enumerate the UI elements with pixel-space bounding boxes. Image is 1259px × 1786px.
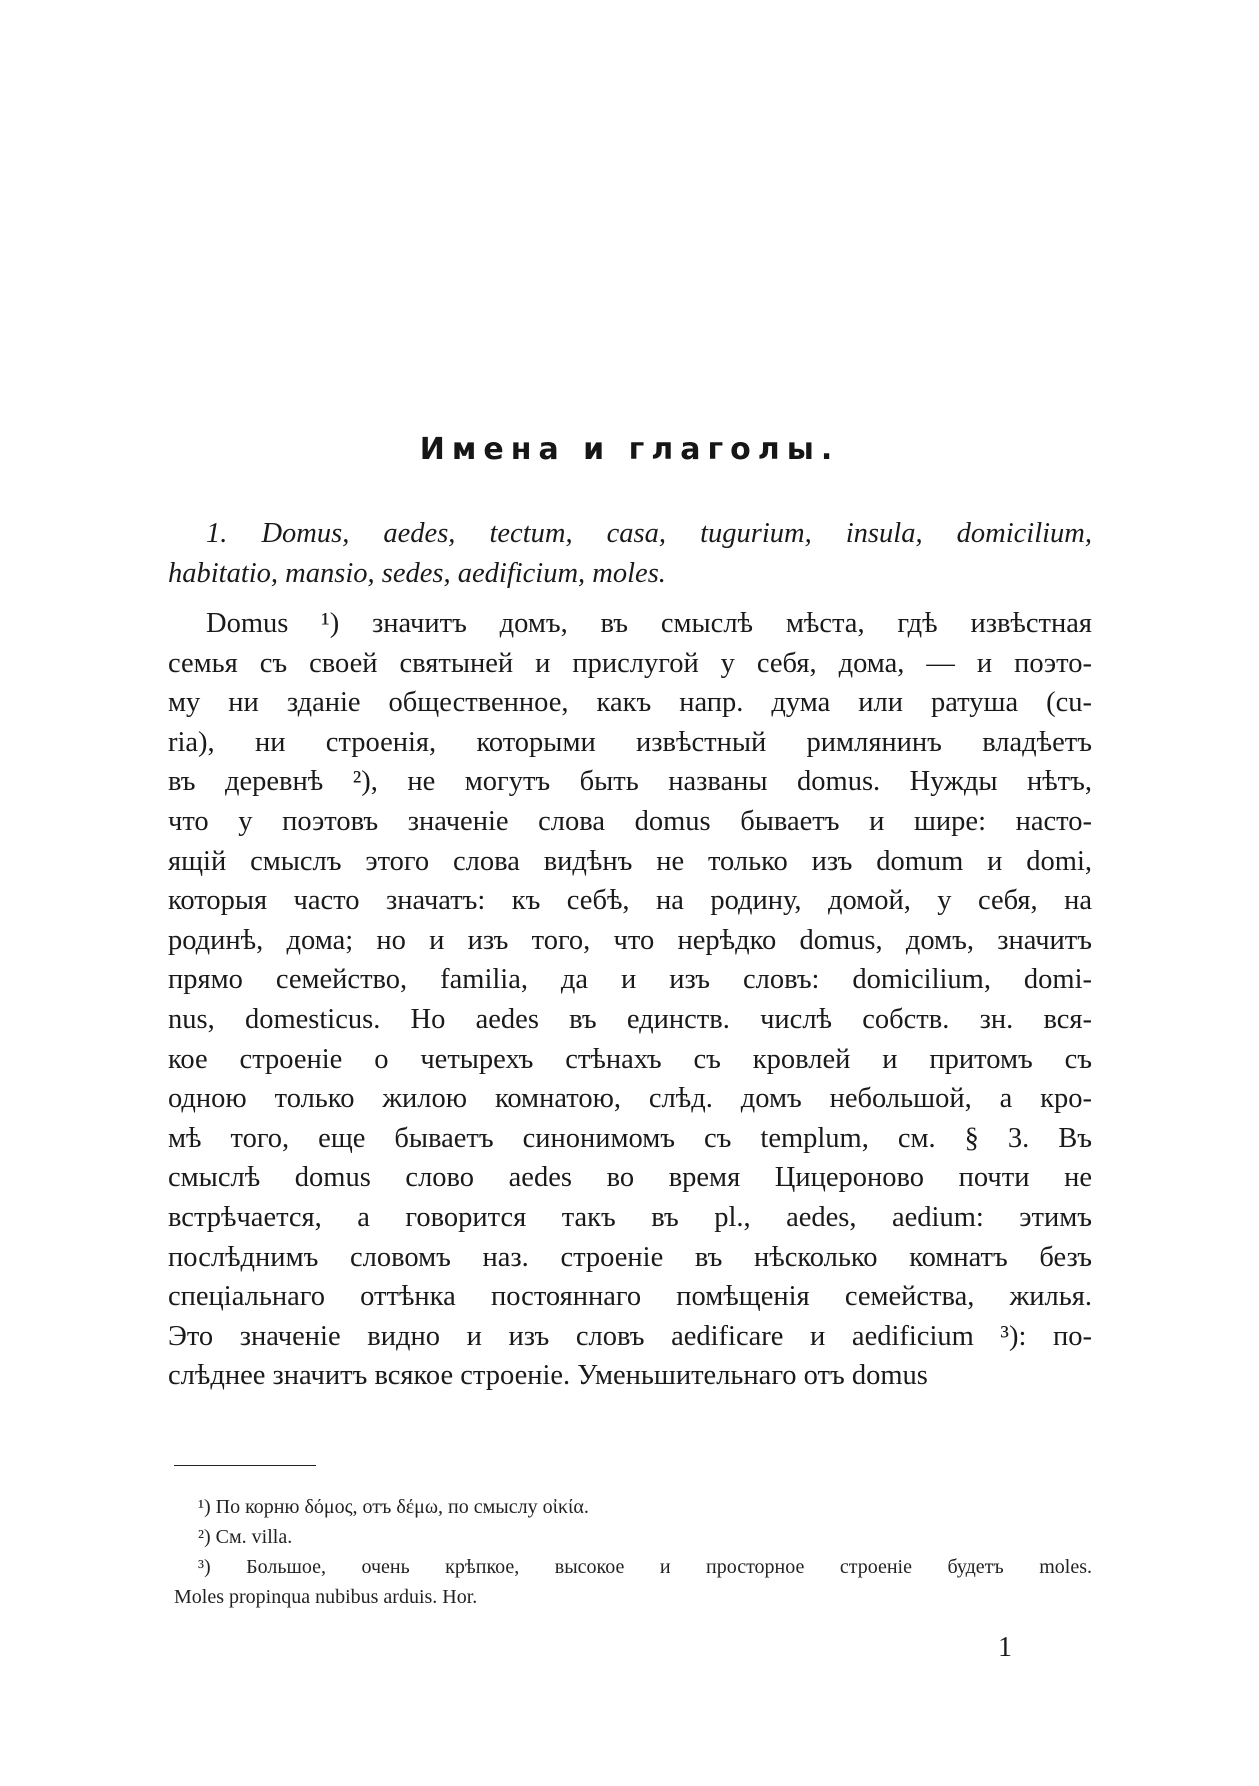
body-line: семья съ своей святыней и прислугой у себя, дома, — и поэто- bbox=[168, 647, 1092, 679]
footnote-1: ¹) По корню δόμος, отъ δέμω, по смыслу οἰκία. bbox=[198, 1496, 589, 1518]
body-line: му ни зданіе общественное, какъ напр. дума или ратуша (cu- bbox=[168, 687, 1092, 719]
entry-title-line: 1. Domus, aedes, tectum, casa, tugurium, insula, domicilium, bbox=[206, 518, 1092, 549]
body-line: что у поэтовъ значеніе слова domus бываетъ и шире: насто- bbox=[168, 805, 1092, 837]
body-line: прямо семейство, familia, да и изъ словъ: domicilium, domi- bbox=[168, 964, 1092, 996]
body-line: одною только жилою комнатою, слѣд. домъ небольшой, а кро- bbox=[168, 1083, 1092, 1115]
body-line: кое строеніе о четырехъ стѣнахъ съ кровлей и притомъ съ bbox=[168, 1043, 1092, 1075]
section-heading: Имена и глаголы. bbox=[419, 432, 840, 467]
body-line: спеціальнаго оттѣнка постояннаго помѣщенія семейства, жилья. bbox=[168, 1281, 1092, 1313]
body-line: встрѣчается, а говорится такъ въ pl., aedes, aedium: этимъ bbox=[168, 1201, 1092, 1233]
body-line: Domus ¹) значитъ домъ, въ смыслѣ мѣста, гдѣ извѣстная bbox=[206, 608, 1092, 639]
entry-title bbox=[168, 514, 1092, 593]
body-line: которыя часто значатъ: къ себѣ, на родину, домой, у себя, на bbox=[168, 885, 1092, 917]
footnote-3-continuation: Moles propinqua nubibus arduis. Hor. bbox=[174, 1586, 478, 1608]
body-line: ящій смыслъ этого слова видѣнъ не только изъ domum и domi, bbox=[168, 845, 1092, 877]
footnote-2: ²) См. villa. bbox=[198, 1526, 293, 1548]
footnote-3: ³) Большое, очень крѣпкое, высокое и просторное строеніе будетъ moles. bbox=[198, 1556, 1092, 1578]
body-line: родинѣ, дома; но и изъ того, что нерѣдко domus, домъ, значитъ bbox=[168, 924, 1092, 956]
footnotes bbox=[174, 1492, 1092, 1612]
body-line: ria), ни строенія, которыми извѣстный римлянинъ владѣетъ bbox=[168, 726, 1092, 758]
body-line: nus, domesticus. Но aedes въ единств. числѣ собств. зн. вся- bbox=[168, 1003, 1092, 1035]
body-line: въ деревнѣ ²), не могутъ быть названы domus. Нужды нѣтъ, bbox=[168, 766, 1092, 798]
entry-title-line: habitatio, mansio, sedes, aedificium, moles. bbox=[168, 557, 666, 589]
body-line: смыслѣ domus слово aedes во время Цицероново почти не bbox=[168, 1162, 1092, 1194]
footnote-separator bbox=[174, 1465, 316, 1466]
body-line: мѣ того, еще бываетъ синонимомъ съ templum, см. § 3. Въ bbox=[168, 1122, 1092, 1154]
body-line: послѣднимъ словомъ наз. строеніе въ нѣсколько комнатъ безъ bbox=[168, 1241, 1092, 1273]
body-line: слѣднее значитъ всякое строеніе. Уменьшительнаго отъ domus bbox=[168, 1360, 928, 1392]
body-line: Это значеніе видно и изъ словъ aedificare и aedificium ³): по- bbox=[168, 1320, 1092, 1352]
body-paragraph bbox=[168, 604, 1092, 1396]
page-number: 1 bbox=[998, 1632, 1012, 1663]
